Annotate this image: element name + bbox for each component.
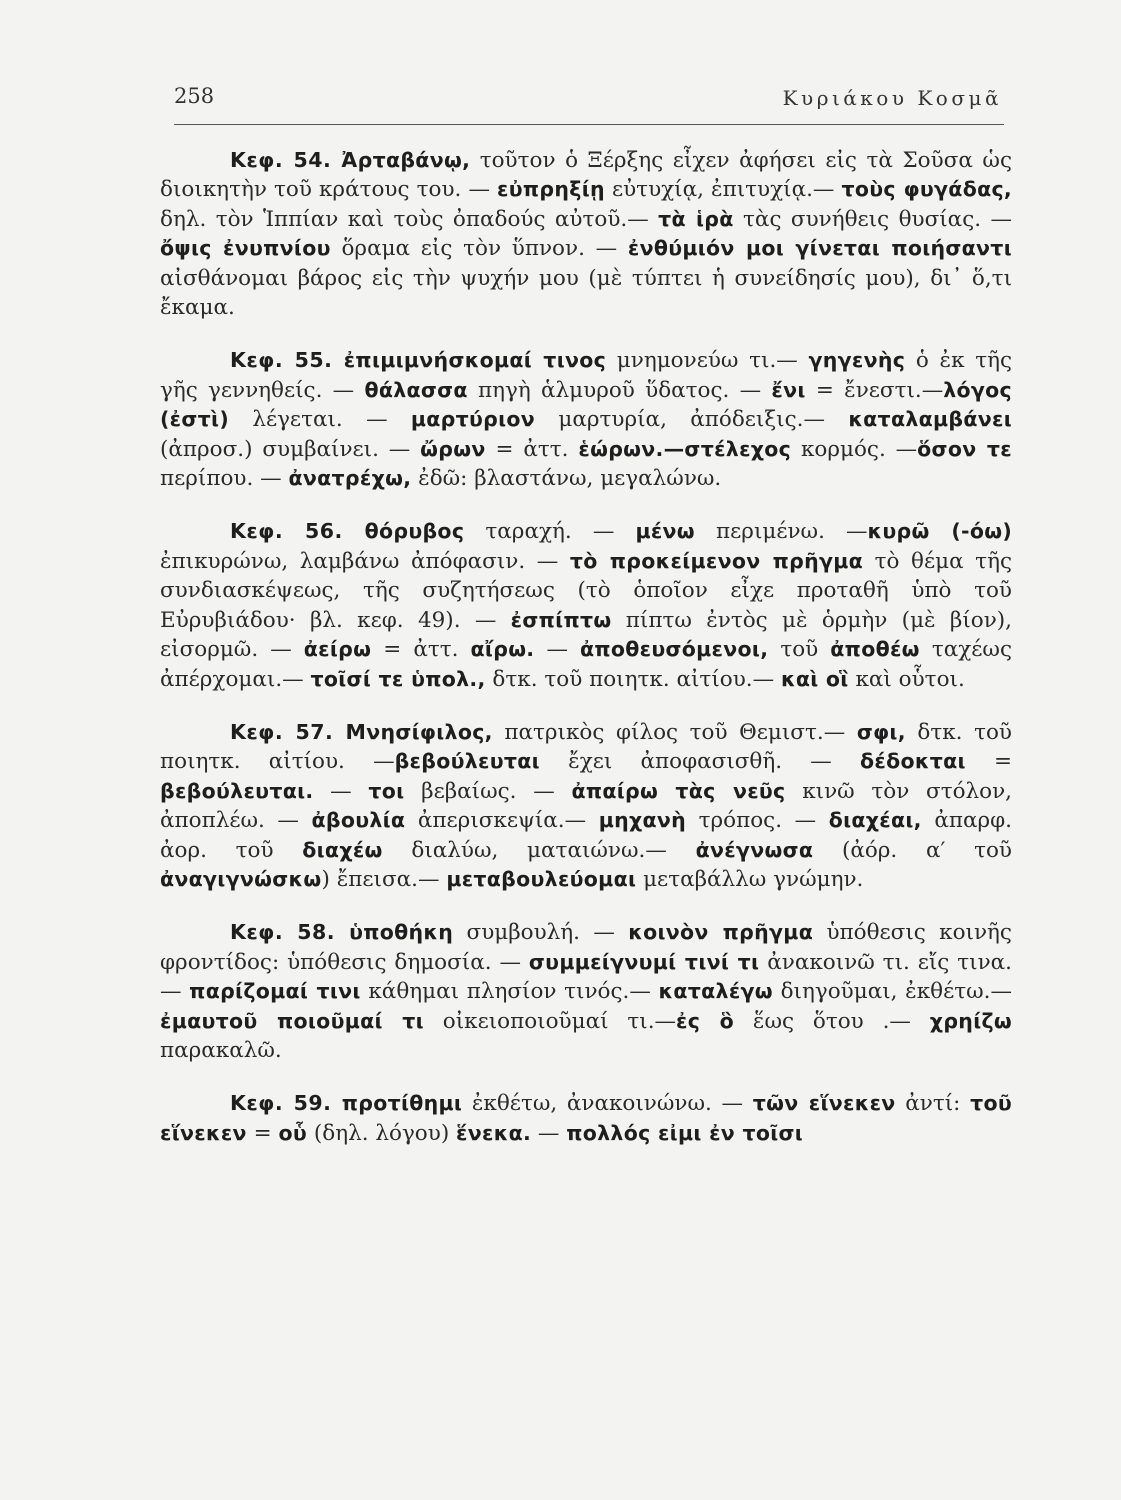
lemma-term: τῶν εἵνεκεν (752, 1091, 896, 1116)
gloss-text: καὶ οὗτοι. (848, 666, 965, 692)
gloss-text: δηλ. τὸν Ἱππίαν καὶ τοὺς ὀπαδούς αὐτοῦ.— (160, 206, 659, 232)
chapter-58 (160, 918, 1012, 1065)
gloss-text: ὁ ἐκ τῆς γῆς γεννηθείς. — (160, 348, 1013, 403)
lemma-term: καταλέγω (658, 979, 773, 1004)
page-number: 258 (174, 84, 215, 108)
lemma-term: Μνησίφιλος, (333, 719, 493, 744)
gloss-text: παρακαλῶ. (160, 1037, 282, 1063)
gloss-text: μαρτυρία, ἀπόδειξις.— (535, 407, 849, 433)
gloss-text: ἔχει ἀποφασισθῆ. — (539, 749, 860, 775)
lemma-term: σφι, (856, 719, 906, 744)
lemma-term: δέδοκται (860, 749, 966, 774)
lemma-term: βεβούλευται (394, 749, 540, 774)
lemma-term: βεβούλευται. (160, 778, 314, 803)
lemma-term: συμμείγνυμί τινί τι (528, 949, 760, 974)
lemma-term: διαχέω (302, 837, 383, 862)
lemma-term: ὄψις ἐνυπνίου (160, 236, 331, 261)
gloss-text: ἐκθέτω, ἀνακοινώνω. — (462, 1091, 753, 1117)
lemma-term: γηγενὴς (808, 348, 906, 373)
lemma-term: οὗ (278, 1120, 308, 1145)
lemma-term: ἔνι (771, 377, 806, 402)
lemma-term: θόρυβος (342, 519, 465, 544)
gloss-text: ἀπαρφ. ἀορ. τοῦ (160, 808, 1013, 863)
chapter-56 (160, 517, 1012, 693)
chapter-59 (160, 1089, 1012, 1148)
gloss-text: — (313, 778, 369, 804)
gloss-text: μνημονεύω τι.— (606, 348, 809, 374)
lemma-term: καὶ οἳ (780, 666, 849, 691)
gloss-text: ταραχή. — (464, 519, 636, 545)
chapter-heading: Κεφ. 57. (230, 719, 334, 744)
gloss-text: περίπου. — (160, 466, 289, 492)
lemma-term: ἕνεκα. (456, 1120, 532, 1145)
chapter-heading: Κεφ. 55. (230, 348, 333, 373)
gloss-text: ταχέως ἀπέρχομαι.— (160, 637, 1012, 692)
gloss-text: = (965, 749, 1012, 775)
lemma-term: τοῖσί τε ὑπολ., (310, 666, 486, 691)
gloss-text: — (534, 637, 580, 663)
lemma-term: ἀπαίρω τὰς νεῦς (571, 778, 786, 803)
gloss-text: κορμός. — (791, 436, 918, 462)
gloss-text: οἰκειοποιοῦμαί τι.— (423, 1008, 677, 1034)
chapter-heading: Κεφ. 59. (230, 1091, 332, 1116)
gloss-text: τρόπος. — (686, 808, 829, 834)
gloss-text: περιμένω. — (694, 519, 868, 545)
lemma-term: ἀνατρέχω, (288, 466, 412, 491)
lemma-term: ὅσον τε (917, 436, 1013, 461)
lemma-term: μαρτύριον (410, 407, 536, 432)
gloss-text: = (246, 1120, 279, 1146)
lemma-term: ἀνέγνωσα (695, 837, 814, 862)
lemma-term: ἐπιμιμνήσκομαί τινος (332, 348, 607, 373)
lemma-term: μεταβουλεύομαι (446, 866, 637, 891)
gloss-text: πατρικὸς φίλος τοῦ Θεμιστ.— (492, 719, 857, 745)
gloss-text: ἀντί: (895, 1091, 971, 1117)
chapter-55 (160, 346, 1012, 493)
lemma-term: παρίζομαί τινι (189, 979, 361, 1004)
gloss-text: ἀπερισκεψία.— (405, 808, 599, 834)
gloss-text: κάθημαι πλησίον τινός.— (360, 979, 659, 1005)
lemma-term: αἴρω. (470, 637, 535, 662)
gloss-text: τὸ θέμα τῆς συνδιασκέψεως, τῆς συζητήσεως (τὸ ὁποῖον εἶχε προταθῆ ὑπὸ τοῦ Εὐρυβιάδου· βλ. κεφ. 49). — (160, 548, 1012, 633)
gloss-text: = ἔνεστι.— (805, 377, 944, 403)
page-body (160, 146, 1012, 1172)
lemma-term: θάλασσα (364, 377, 468, 402)
lemma-term: τοι (368, 778, 405, 803)
lemma-term: ἀναγιγνώσκω (160, 866, 322, 891)
lemma-term: τοὺς φυγάδας, (841, 177, 1012, 202)
lemma-term: ἀποθευσόμενοι, (580, 637, 769, 662)
lemma-term: πολλός εἰμι ἐν τοῖσι (566, 1120, 804, 1145)
chapter-54 (160, 146, 1012, 322)
lemma-term: ἐμαυτοῦ ποιοῦμαί τι (160, 1008, 424, 1033)
lemma-term: ἀβουλία (311, 808, 406, 833)
gloss-text: τοῦτον ὁ Ξέρξης εἶχεν ἀφήσει εἰς τὰ Σοῦσα ὡς διοικητὴν τοῦ κράτους του. — (160, 148, 1012, 203)
gloss-text: μεταβάλλω γνώμην. (636, 866, 864, 892)
chapter-heading: Κεφ. 54. (230, 148, 332, 172)
gloss-text: λέγεται. — (229, 407, 411, 433)
lemma-term: χρηίζω (929, 1008, 1013, 1033)
gloss-text: ὑπόθεσις κοινῆς φροντίδος: ὑπόθεσις δημοσία. — (160, 920, 1012, 975)
lemma-term: ἀείρω (303, 637, 372, 662)
lemma-term: μένω (635, 519, 695, 544)
chapter-heading: Κεφ. 56. (230, 519, 343, 544)
gloss-text: ἀνακοινῶ τι. εἴς τινα. — (160, 949, 1012, 1005)
gloss-text: = ἀττ. (371, 637, 471, 663)
lemma-term: καταλαμβάνει (848, 407, 1012, 432)
chapter-57 (160, 718, 1012, 894)
gloss-text: αἰσθάνομαι βάρος εἰς τὴν ψυχήν μου (μὲ τύπτει ἡ συνείδησίς μου), δι᾽ ὅ,τι ἔκαμα. (160, 265, 1012, 321)
lemma-term: τὸ προκείμενον πρῆγμα (569, 548, 864, 573)
gloss-text: βεβαίως. — (404, 778, 572, 804)
gloss-text: πηγὴ ἁλμυροῦ ὕδατος. — (467, 377, 772, 403)
gloss-text: ἐδῶ: βλαστάνω, μεγαλώνω. (411, 466, 722, 492)
gloss-text: ἐπικυρώνω, λαμβάνω ἀπόφασιν. — (160, 548, 570, 574)
lemma-term: εὐπρηξίῃ (497, 177, 605, 202)
lemma-term: ὑποθήκη (335, 920, 454, 945)
gloss-text: συμβουλή. — (453, 920, 629, 946)
gloss-text: (ἀπροσ.) συμβαίνει. — (160, 436, 421, 462)
gloss-text: τοῦ (768, 637, 831, 663)
lemma-term: τοῦ εἵνεκεν (160, 1091, 1012, 1145)
lemma-term: ἑώρων.—στέλεχος (578, 436, 792, 461)
lemma-term: ὤρων (420, 436, 486, 461)
lemma-term: προτίθημι (331, 1091, 463, 1116)
lemma-term: τὰ ἱρὰ (658, 206, 734, 231)
gloss-text: (δηλ. λόγου) (307, 1120, 457, 1146)
gloss-text: = ἀττ. (485, 436, 579, 462)
lemma-term: ἐνθύμιόν μοι γίνεται ποιήσαντι (627, 236, 1012, 261)
lemma-term: μηχανὴ (598, 808, 687, 833)
gloss-text: ἕως ὅτου .— (734, 1008, 930, 1034)
gloss-text: τὰς συνήθεις θυσίας. — (733, 206, 1012, 232)
gloss-text: διηγοῦμαι, ἐκθέτω.— (772, 979, 1012, 1005)
lemma-term: ἐς ὃ (676, 1008, 735, 1033)
chapter-heading: Κεφ. 58. (230, 920, 336, 945)
gloss-text: πίπτω ἐντὸς μὲ ὁρμὴν (μὲ βίον), εἰσορμῶ. — (160, 607, 1012, 663)
lemma-term: λόγος (ἐστὶ) (160, 377, 1013, 432)
lemma-term: ἀποθέω (830, 637, 920, 662)
gloss-text: εὐτυχίᾳ, ἐπιτυχίᾳ.— (604, 177, 842, 203)
lemma-term: Ἀρταβάνῳ, (331, 148, 471, 172)
gloss-text: κινῶ τὸν στόλον, ἀποπλέω. — (160, 778, 1013, 834)
gloss-text: δτκ. τοῦ ποιητκ. αἰτίου.— (485, 666, 781, 692)
lemma-term: κυρῶ (-όω) (867, 519, 1012, 544)
lemma-term: κοινὸν πρῆγμα (628, 920, 814, 945)
gloss-text: — (531, 1120, 567, 1146)
gloss-text: (ἀόρ. α′ τοῦ (813, 837, 1012, 863)
gloss-text: δτκ. τοῦ ποιητκ. αἰτίου. — (160, 719, 1012, 775)
running-head: Κυριάκου Κοσμᾶ (782, 86, 1002, 110)
gloss-text: ) ἔπεισα.— (321, 866, 447, 892)
page-header (174, 84, 1004, 125)
lemma-term: διαχέαι, (828, 808, 922, 833)
gloss-text: διαλύω, ματαιώνω.— (382, 837, 696, 863)
gloss-text: ὅραμα εἰς τὸν ὕπνον. — (330, 236, 628, 262)
lemma-term: ἐσπίπτω (510, 607, 612, 632)
